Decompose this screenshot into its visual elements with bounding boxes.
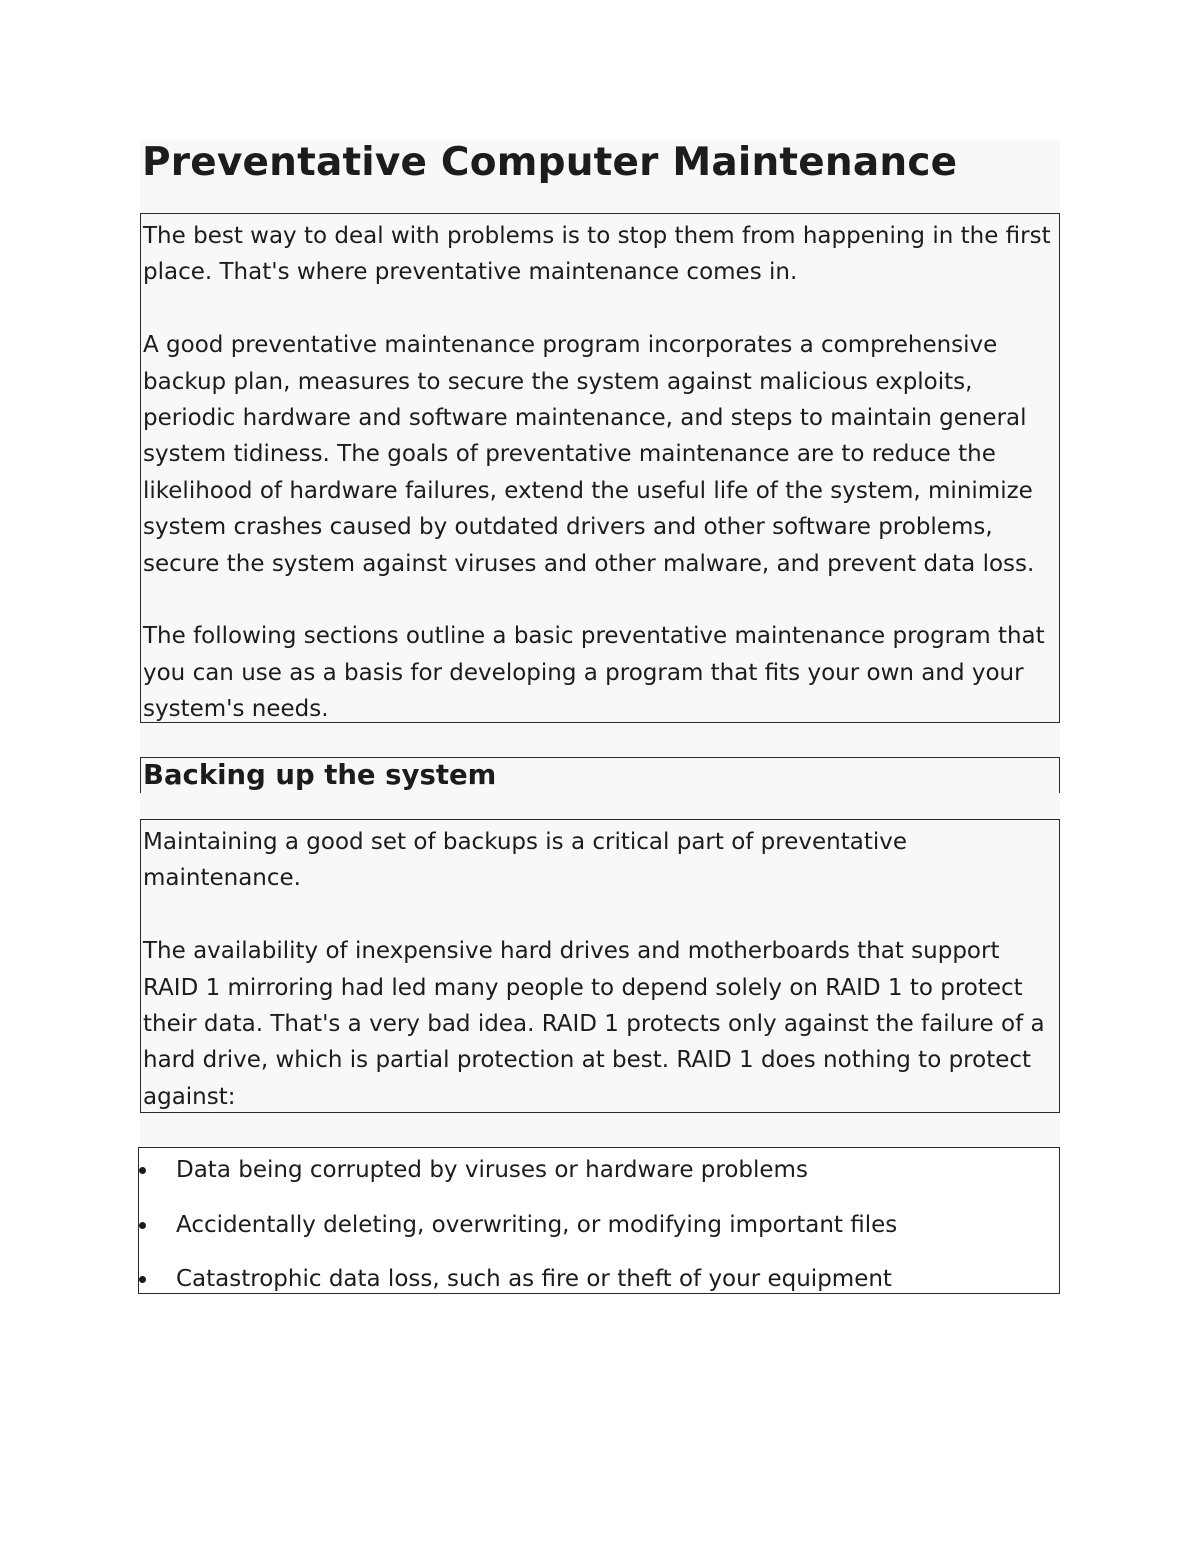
spacer bbox=[140, 1113, 1060, 1147]
page-title: Preventative Computer Maintenance bbox=[142, 140, 958, 185]
bullet-icon bbox=[139, 1167, 146, 1174]
intro-paragraph: The following sections outline a basic preventative maintenance program that you can use as a basis for developing a program that fits your own and your system's needs. bbox=[143, 623, 1045, 723]
bullet-icon bbox=[139, 1222, 146, 1229]
section-heading-box bbox=[140, 757, 1060, 793]
list-item-text: Accidentally deleting, overwriting, or modifying important files bbox=[176, 1211, 898, 1238]
bullet-list-box bbox=[138, 1147, 1060, 1294]
backup-text-box bbox=[140, 819, 1060, 1113]
backup-paragraph: The availability of inexpensive hard drives and motherboards that support RAID 1 mirroring had led many people to depend solely on RAID 1 to protect their data. That's a very bad idea. RAID 1 protects only against the failure of a hard drive, which is partial protection at best. RAID 1 does nothing to protect against: bbox=[143, 938, 1045, 1110]
intro-text-box bbox=[140, 213, 1060, 723]
list-item-text: Catastrophic data loss, such as fire or theft of your equipment bbox=[176, 1266, 892, 1292]
intro-paragraph: The best way to deal with problems is to stop them from happening in the first place. That's where preventative maintenance comes in. bbox=[143, 223, 1051, 286]
intro-paragraph: A good preventative maintenance program incorporates a comprehensive backup plan, measures to secure the system against malicious exploits, periodic hardware and software maintenance, and steps to maintain general system tidiness. The goals of preventative maintenance are to reduce the likelihood of hardware failures, extend the useful life of the system, minimize system crashes caused by outdated drivers and other software problems, secure the system against viruses and other malware, and prevent data loss. bbox=[143, 332, 1035, 577]
bullet-icon bbox=[139, 1276, 146, 1283]
spacer bbox=[140, 793, 1060, 819]
list-item-text: Data being corrupted by viruses or hardware problems bbox=[176, 1157, 808, 1183]
backup-paragraph: Maintaining a good set of backups is a critical part of preventative maintenance. bbox=[143, 829, 907, 892]
section-heading: Backing up the system bbox=[143, 759, 497, 791]
bullet-list bbox=[139, 1148, 1059, 1312]
list-item bbox=[139, 1203, 1059, 1258]
spacer bbox=[140, 723, 1060, 757]
list-item bbox=[139, 1257, 1059, 1312]
list-item bbox=[139, 1148, 1059, 1203]
title-block bbox=[140, 140, 1060, 213]
